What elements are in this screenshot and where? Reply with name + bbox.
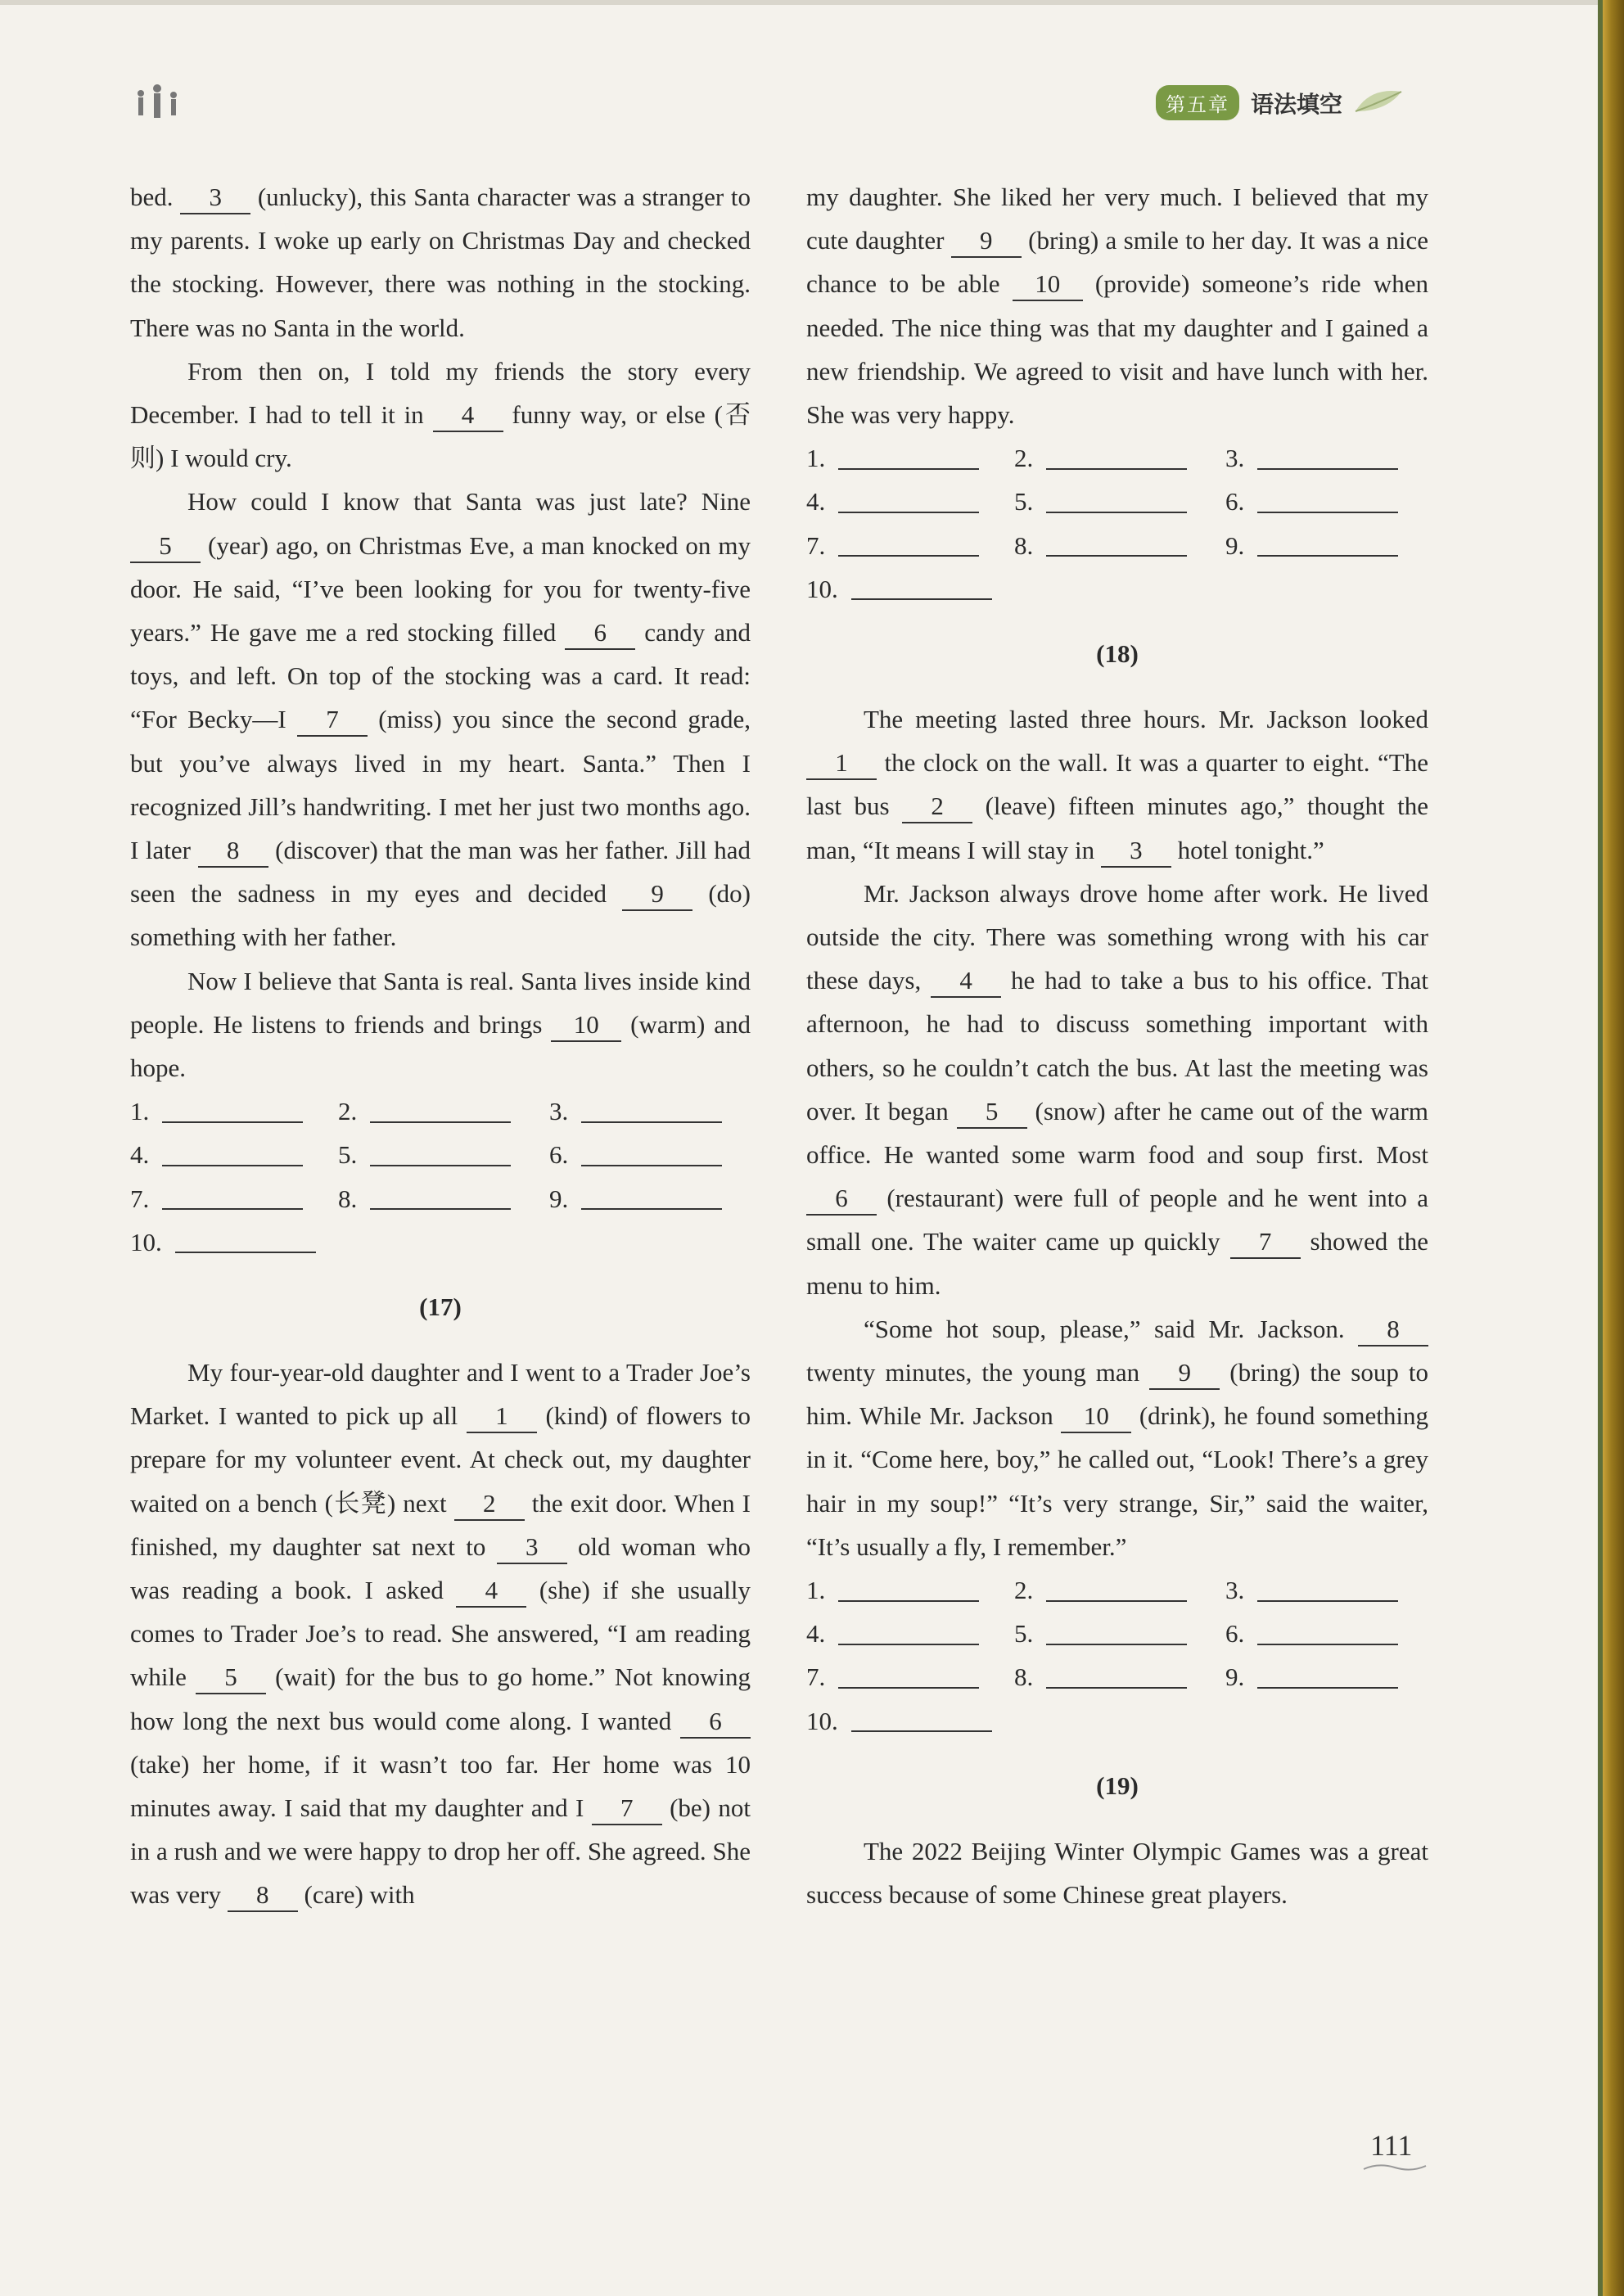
blank-10[interactable]: 10 bbox=[1013, 268, 1083, 301]
answer-slot[interactable]: 7. bbox=[806, 1655, 1014, 1698]
page-number: 111 bbox=[1370, 2129, 1413, 2162]
answer-slot[interactable]: 10. bbox=[806, 567, 1014, 611]
answer-grid-18 bbox=[806, 1568, 1428, 1743]
blank-2[interactable]: 2 bbox=[454, 1488, 525, 1521]
blank-9[interactable]: 9 bbox=[622, 878, 692, 911]
blank-3[interactable]: 3 bbox=[1101, 835, 1171, 868]
answer-slot[interactable]: 8. bbox=[1014, 1655, 1225, 1698]
answer-slot[interactable]: 4. bbox=[806, 480, 1014, 523]
right-column bbox=[806, 175, 1428, 1916]
section-17-title: (17) bbox=[419, 1292, 462, 1322]
blank-10[interactable]: 10 bbox=[1061, 1401, 1131, 1433]
blank-8[interactable]: 8 bbox=[228, 1879, 298, 1912]
paragraph: bed. 3 (unlucky), this Santa character was a stranger to my parents. I woke up early on Christmas Day and checked the stocking. However, there was nothing in the stocking. There was no Santa in the world. bbox=[130, 183, 751, 342]
paragraph: From then on, I told my friends the story every December. I had to tell it in 4 funny way, or else (否则) I would cry. bbox=[130, 356, 751, 473]
blank-5[interactable]: 5 bbox=[130, 530, 201, 563]
blank-8[interactable]: 8 bbox=[198, 835, 268, 868]
answer-slot[interactable]: 3. bbox=[1225, 436, 1427, 480]
paragraph: My four-year-old daughter and I went to a Trader Joe’s Market. I wanted to pick up all 1 (kind) of flowers to prepare for my volunteer event. At check out, my daughter waited on a bench (长凳) next 2 the exit door. When I finished, my daughter sat next to 3 old woman who was reading a book. I asked 4 (she) if she usually comes to Trader Joe’s to read. She answered, “I am reading while 5 (wait) for the bus to go home.” Not knowing how long the next bus would come along. I wanted 6 (take) her home, if it wasn’t too far. Her home was 10 minutes away. I said that my daughter and I 7 (be) not in a rush and we were happy to drop her off. She agreed. She was very 8 (care) with bbox=[130, 1351, 751, 1917]
answer-slot[interactable]: 9. bbox=[549, 1177, 751, 1220]
answer-slot[interactable]: 3. bbox=[1225, 1568, 1427, 1612]
answer-slot[interactable]: 4. bbox=[806, 1612, 1014, 1655]
paragraph: my daughter. She liked her very much. I believed that my cute daughter 9 (bring) a smile to her day. It was a nice chance to be able 10 (provide) someone’s ride when needed. The nice thing was that my daughter and I gained a new friendship. We agreed to visit and have lunch with her. She was very happy. bbox=[806, 183, 1429, 430]
blank-3[interactable]: 3 bbox=[497, 1531, 567, 1564]
answer-slot[interactable]: 8. bbox=[338, 1177, 549, 1220]
book-binding bbox=[1603, 0, 1624, 2296]
answer-slot[interactable]: 6. bbox=[1225, 1612, 1427, 1655]
blank-1[interactable]: 1 bbox=[467, 1401, 537, 1433]
page-header bbox=[1156, 85, 1403, 120]
section-title-header: 语法填空 bbox=[1250, 90, 1342, 118]
answer-slot[interactable]: 3. bbox=[549, 1089, 751, 1133]
page-number-flourish-icon bbox=[1362, 2161, 1428, 2172]
leaf-decoration-icon bbox=[1354, 87, 1403, 120]
answer-slot[interactable]: 5. bbox=[1014, 480, 1225, 523]
answer-slot[interactable]: 8. bbox=[1014, 524, 1225, 567]
answer-slot[interactable]: 6. bbox=[1225, 480, 1427, 523]
blank-5[interactable]: 5 bbox=[196, 1662, 266, 1694]
answer-slot[interactable]: 9. bbox=[1225, 524, 1427, 567]
section-19-title: (19) bbox=[1096, 1770, 1139, 1800]
answer-slot[interactable]: 5. bbox=[1014, 1612, 1225, 1655]
answer-slot[interactable]: 10. bbox=[130, 1220, 338, 1264]
answer-slot[interactable]: 1. bbox=[806, 1568, 1014, 1612]
paragraph: The meeting lasted three hours. Mr. Jackson looked 1 the clock on the wall. It was a quarter to eight. “The last bus 2 (leave) fifteen minutes ago,” thought the man, “It means I will stay in 3 hotel tonight.” bbox=[806, 697, 1428, 872]
blank-6[interactable]: 6 bbox=[680, 1706, 751, 1739]
blank-6[interactable]: 6 bbox=[565, 617, 635, 650]
blank-7[interactable]: 7 bbox=[297, 704, 368, 737]
blank-7[interactable]: 7 bbox=[592, 1793, 662, 1825]
answer-slot[interactable]: 6. bbox=[549, 1133, 751, 1176]
blank-4[interactable]: 4 bbox=[456, 1575, 526, 1608]
answer-slot[interactable]: 7. bbox=[130, 1177, 338, 1220]
paragraph: The 2022 Beijing Winter Olympic Games was a great success because of some Chinese great players. bbox=[806, 1836, 1428, 1909]
answer-slot[interactable]: 1. bbox=[130, 1089, 338, 1133]
answer-grid-17 bbox=[806, 436, 1428, 611]
blank-3[interactable]: 3 bbox=[180, 182, 250, 214]
answer-slot[interactable]: 7. bbox=[806, 524, 1014, 567]
people-logo-icon bbox=[131, 82, 188, 124]
left-column bbox=[130, 175, 751, 1917]
answer-slot[interactable]: 10. bbox=[806, 1699, 1014, 1743]
answer-slot[interactable]: 2. bbox=[1014, 1568, 1225, 1612]
answer-slot[interactable]: 2. bbox=[1014, 436, 1225, 480]
blank-1[interactable]: 1 bbox=[806, 747, 877, 780]
blank-4[interactable]: 4 bbox=[931, 965, 1001, 998]
blank-4[interactable]: 4 bbox=[433, 399, 503, 432]
answer-slot[interactable]: 1. bbox=[806, 436, 1014, 480]
answer-slot[interactable]: 9. bbox=[1225, 1655, 1427, 1698]
blank-9[interactable]: 9 bbox=[1149, 1357, 1220, 1390]
blank-2[interactable]: 2 bbox=[902, 791, 972, 823]
section-18-title: (18) bbox=[1096, 638, 1139, 668]
answer-slot[interactable]: 5. bbox=[338, 1133, 549, 1176]
blank-8[interactable]: 8 bbox=[1358, 1314, 1428, 1346]
chapter-badge: 第五章 bbox=[1156, 85, 1239, 120]
blank-7[interactable]: 7 bbox=[1230, 1226, 1301, 1259]
paragraph: Now I believe that Santa is real. Santa lives inside kind people. He listens to friends and brings 10 (warm) and hope. bbox=[130, 966, 751, 1083]
paragraph: “Some hot soup, please,” said Mr. Jackson. 8 twenty minutes, the young man 9 (bring) the soup to him. While Mr. Jackson 10 (drink), he found something in it. “Come here, boy,” he called out, “Look! There’s a grey hair in my soup!” “It’s very strange, Sir,” said the waiter, “It’s usually a fly, I remember.” bbox=[806, 1314, 1428, 1561]
answer-slot[interactable]: 4. bbox=[130, 1133, 338, 1176]
top-edge bbox=[0, 0, 1624, 5]
blank-10[interactable]: 10 bbox=[551, 1009, 621, 1042]
blank-9[interactable]: 9 bbox=[951, 225, 1022, 258]
answer-slot[interactable]: 2. bbox=[338, 1089, 549, 1133]
paragraph: How could I know that Santa was just late? Nine 5 (year) ago, on Christmas Eve, a man knocked on my door. He said, “I’ve been looking for you for twenty-five years.” He gave me a red stocking filled 6 candy and toys, and left. On top of the stocking was a card. It read: “For Becky—I 7 (miss) you since the second grade, but you’ve always lived in my heart. Santa.” Then I recognized Jill’s handwriting. I met her just two months ago. I later 8 (discover) that the man was her father. Jill had seen the sadness in my eyes and decided 9 (do) something with her father. bbox=[130, 487, 751, 952]
paragraph: Mr. Jackson always drove home after work. He lived outside the city. There was something wrong with his car these days, 4 he had to take a bus to his office. That afternoon, he had to discuss something important with others, so he couldn’t catch the bus. At last the meeting was over. It began 5 (snow) after he came out of the warm office. He wanted some warm food and soup first. Most 6 (restaurant) were full of people and he went into a small one. The waiter came up quickly 7 showed the menu to him. bbox=[806, 878, 1428, 1300]
answer-grid-16 bbox=[130, 1089, 751, 1264]
blank-5[interactable]: 5 bbox=[957, 1096, 1027, 1129]
blank-6[interactable]: 6 bbox=[806, 1183, 877, 1216]
